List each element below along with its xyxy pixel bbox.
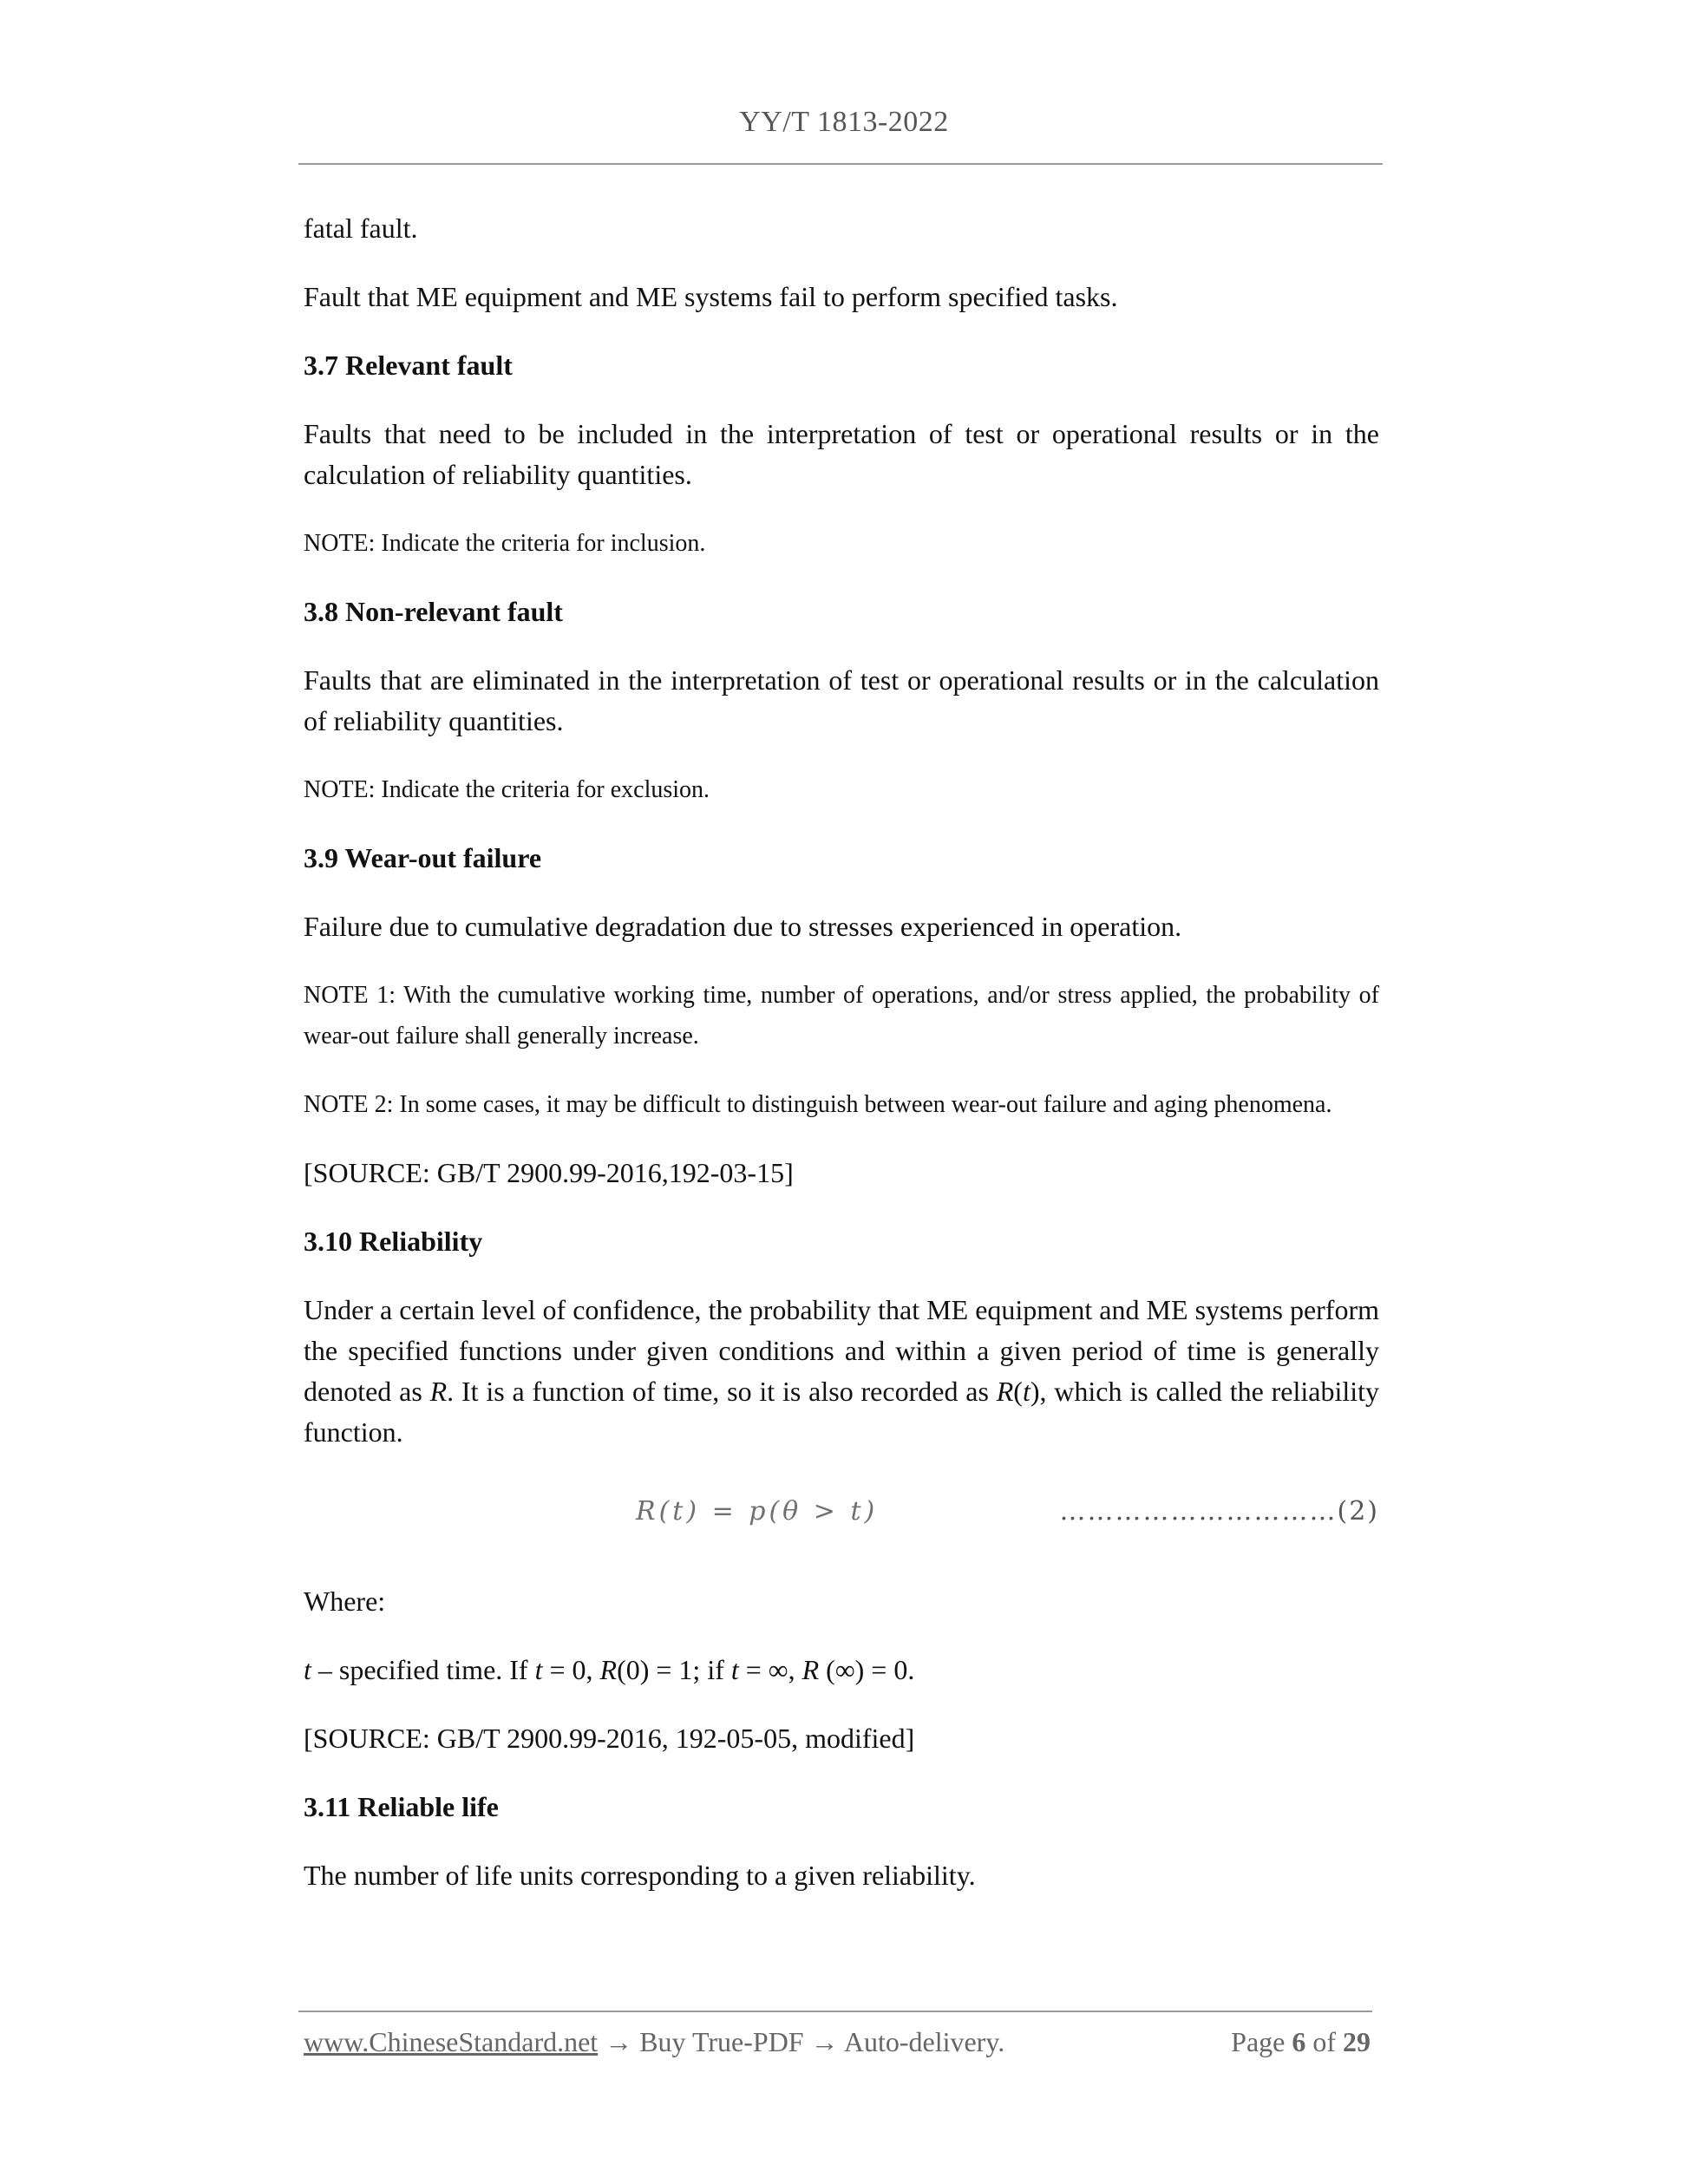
paragraph: The number of life units corresponding to a given reliability. (304, 1860, 976, 1891)
text-run: , which is called the reliability function. (304, 1376, 1380, 1448)
chinesestandard-link[interactable]: www.ChineseStandard.net (304, 2026, 599, 2057)
reliability-formula: R(t) = p(θ > t) (636, 1496, 879, 1527)
section-heading-3-11: 3.11 Reliable life (304, 1791, 499, 1822)
symbol-r: R (996, 1376, 1014, 1407)
source-citation: [SOURCE: GB/T 2900.99-2016, 192-05-05, modified] (304, 1723, 915, 1754)
header-divider (298, 163, 1383, 165)
source-citation: [SOURCE: GB/T 2900.99-2016,192-03-15] (304, 1157, 794, 1188)
formula-row (304, 1489, 1379, 1550)
of-label: of (1305, 2026, 1343, 2057)
paragraph: Faults that need to be included in the interpretation of test or operational results or in the calculation of reliability quantities. (304, 418, 1379, 490)
footer-promo: → Buy True-PDF → Auto-delivery. (598, 2026, 1005, 2057)
text-run: Under a certain level of confidence, the probability that ME equipment and ME systems perform the specified functions under given conditions and within a given period of time is generally denoted as (304, 1294, 1379, 1407)
symbol-t: t (304, 1654, 311, 1685)
note: NOTE: Indicate the criteria for inclusion. (304, 530, 706, 557)
text-run: . It is a function of time, so it is also recorded as (447, 1376, 997, 1407)
paragraph: Faults that are eliminated in the interpretation of test or operational results or in the calculation of reliability quantities. (304, 664, 1379, 736)
text-run: = ∞, (738, 1654, 802, 1685)
symbol-t: t (1022, 1376, 1030, 1407)
note: NOTE 2: In some cases, it may be difficult to distinguish between wear-out failure and aging phenomena. (304, 1091, 1332, 1118)
note: NOTE: Indicate the criteria for exclusion. (304, 776, 710, 803)
symbol-t: t (730, 1654, 739, 1685)
footer-left (304, 2026, 1004, 2058)
where-definition (304, 1650, 1379, 1690)
symbol-r: R (801, 1654, 820, 1685)
text-run: – specified time. If (311, 1654, 535, 1685)
where-label: Where: (304, 1586, 386, 1617)
text-run: = 0, (542, 1654, 600, 1685)
section-heading-3-8: 3.8 Non-relevant fault (304, 596, 563, 627)
paragraph: Fault that ME equipment and ME systems fail to perform specified tasks. (304, 281, 1118, 312)
paragraph: fatal fault. (304, 213, 418, 244)
page-total: 29 (1343, 2026, 1371, 2057)
note: NOTE 1: With the cumulative working time, number of operations, and/or stress applied, the probability of wear-out failure shall generally increase. (304, 982, 1379, 1049)
formula-number: …………………………(2) (1059, 1496, 1379, 1527)
footer-divider (298, 2011, 1372, 2012)
page-footer (304, 2026, 1371, 2070)
document-body (304, 208, 1379, 1896)
paragraph (304, 1290, 1379, 1453)
symbol-r: R (429, 1376, 448, 1407)
page-label: Page (1231, 2026, 1292, 2057)
text-run: (0) = 1; if (617, 1654, 731, 1685)
section-heading-3-10: 3.10 Reliability (304, 1226, 483, 1257)
paragraph: Failure due to cumulative degradation due to stresses experienced in operation. (304, 911, 1182, 942)
text-run: ) (1030, 1376, 1040, 1407)
page-header-title: YY/T 1813-2022 (739, 106, 949, 138)
symbol-r: R (599, 1654, 618, 1685)
text-run: (∞) = 0. (819, 1654, 915, 1685)
section-heading-3-7: 3.7 Relevant fault (304, 350, 513, 381)
text-run: ( (1013, 1376, 1023, 1407)
page-number: 6 (1292, 2026, 1306, 2057)
section-heading-3-9: 3.9 Wear-out failure (304, 842, 542, 873)
symbol-t: t (534, 1654, 543, 1685)
page-indicator (1231, 2026, 1371, 2058)
